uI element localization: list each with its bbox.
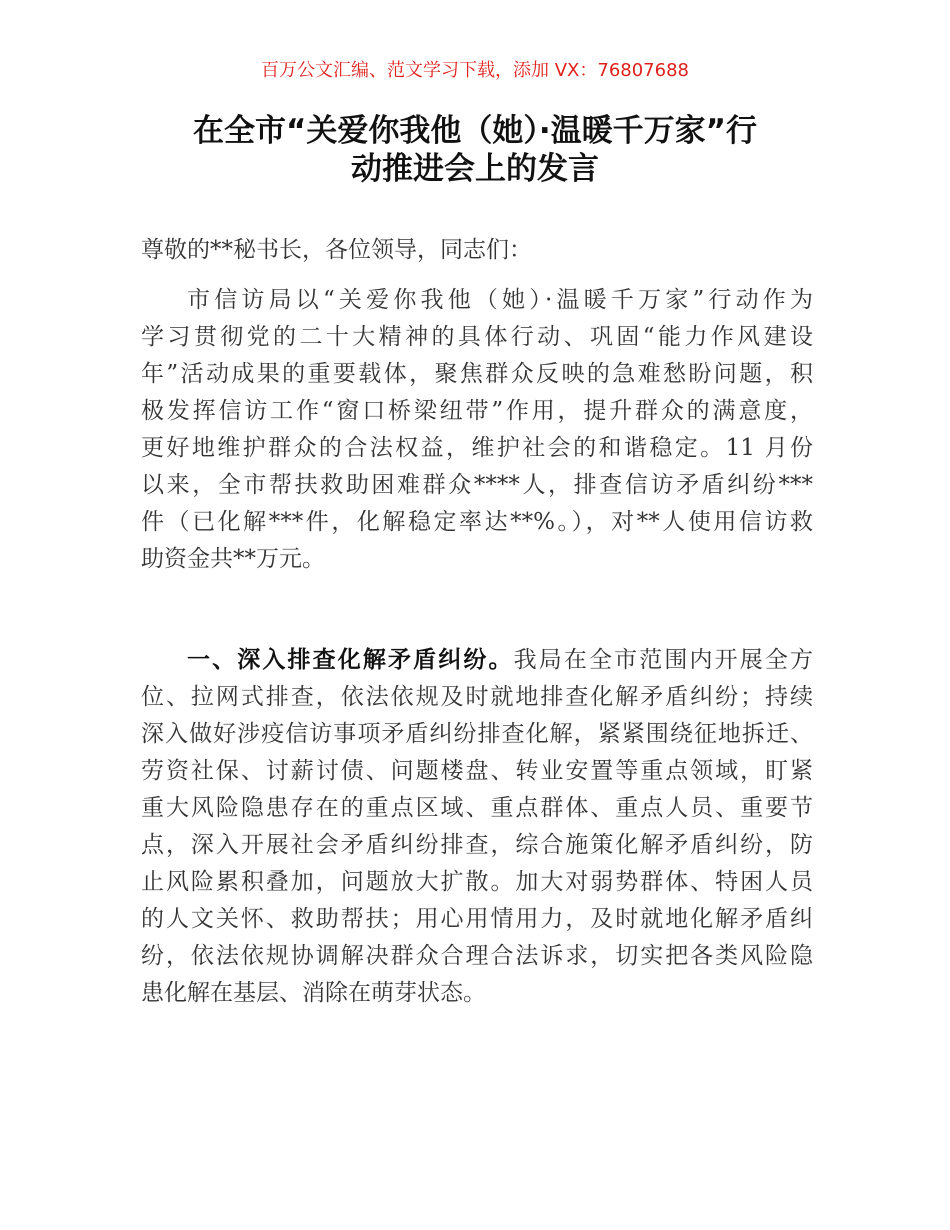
paragraph-2 [141,642,813,1012]
paragraph-line: 以来，全市帮扶救助困难群众****人，排查信访矛盾纠纷*** [141,472,813,498]
paragraph-line: 重大风险隐患存在的重点区域、重点群体、重点人员、重要节 [141,795,813,821]
paragraph-line: 劳资社保、讨薪讨债、问题楼盘、转业安置等重点领域，盯紧 [141,758,813,784]
paragraph-line: 深入做好涉疫信访事项矛盾纠纷排查化解，紧紧围绕征地拆迁、 [141,721,813,747]
paragraph-line: 患化解在基层、消除在萌芽状态。 [141,980,486,1006]
watermark-banner: 百万公文汇编、范文学习下载，添加 VX：76807688 [261,60,689,81]
paragraph-line: 年”活动成果的重要载体，聚焦群众反映的急难愁盼问题，积 [141,361,813,387]
paragraph-line: 止风险累积叠加，问题放大扩散。加大对弱势群体、特困人员 [141,869,813,895]
paragraph-line: 位、拉网式排查，依法依规及时就地排查化解矛盾纠纷；持续 [141,684,813,710]
paragraph-line: 学习贯彻党的二十大精神的具体行动、巩固“能力作风建设 [141,324,813,350]
paragraph-line: 极发挥信访工作“窗口桥梁纽带”作用，提升群众的满意度， [141,398,813,424]
title-line: 在全市“关爱你我他（她）·温暖千万家”行 [192,113,758,149]
paragraph-text: 我局在全市范围内开展全方 [513,647,813,673]
paragraph-line: 点，深入开展社会矛盾纠纷排查，综合施策化解矛盾纠纷，防 [141,832,813,858]
paragraph-line: 的人文关怀、救助帮扶；用心用情用力，及时就地化解矛盾纠 [141,906,813,932]
paragraph-1 [141,282,813,578]
paragraph-line: 纷，依法依规协调解决群众合理合法诉求，切实把各类风险隐 [141,943,813,969]
paragraph-line: 市信访局以“关爱你我他（她）·温暖千万家”行动作为 [187,287,813,313]
paragraph-line: 更好地维护群众的合法权益，维护社会的和谐稳定。11 月份 [141,435,813,461]
document-title [130,112,820,188]
paragraph-line: 助资金共**万元。 [141,546,325,572]
section-heading: 一、深入排查化解矛盾纠纷。 [187,647,514,673]
paragraph-line: 件（已化解***件，化解稳定率达**%。），对**人使用信访救 [141,509,813,535]
greeting [141,232,813,269]
title-line: 动推进会上的发言 [351,151,599,187]
greeting-text: 尊敬的**秘书长，各位领导，同志们： [141,237,532,263]
paragraph-line [141,642,813,679]
